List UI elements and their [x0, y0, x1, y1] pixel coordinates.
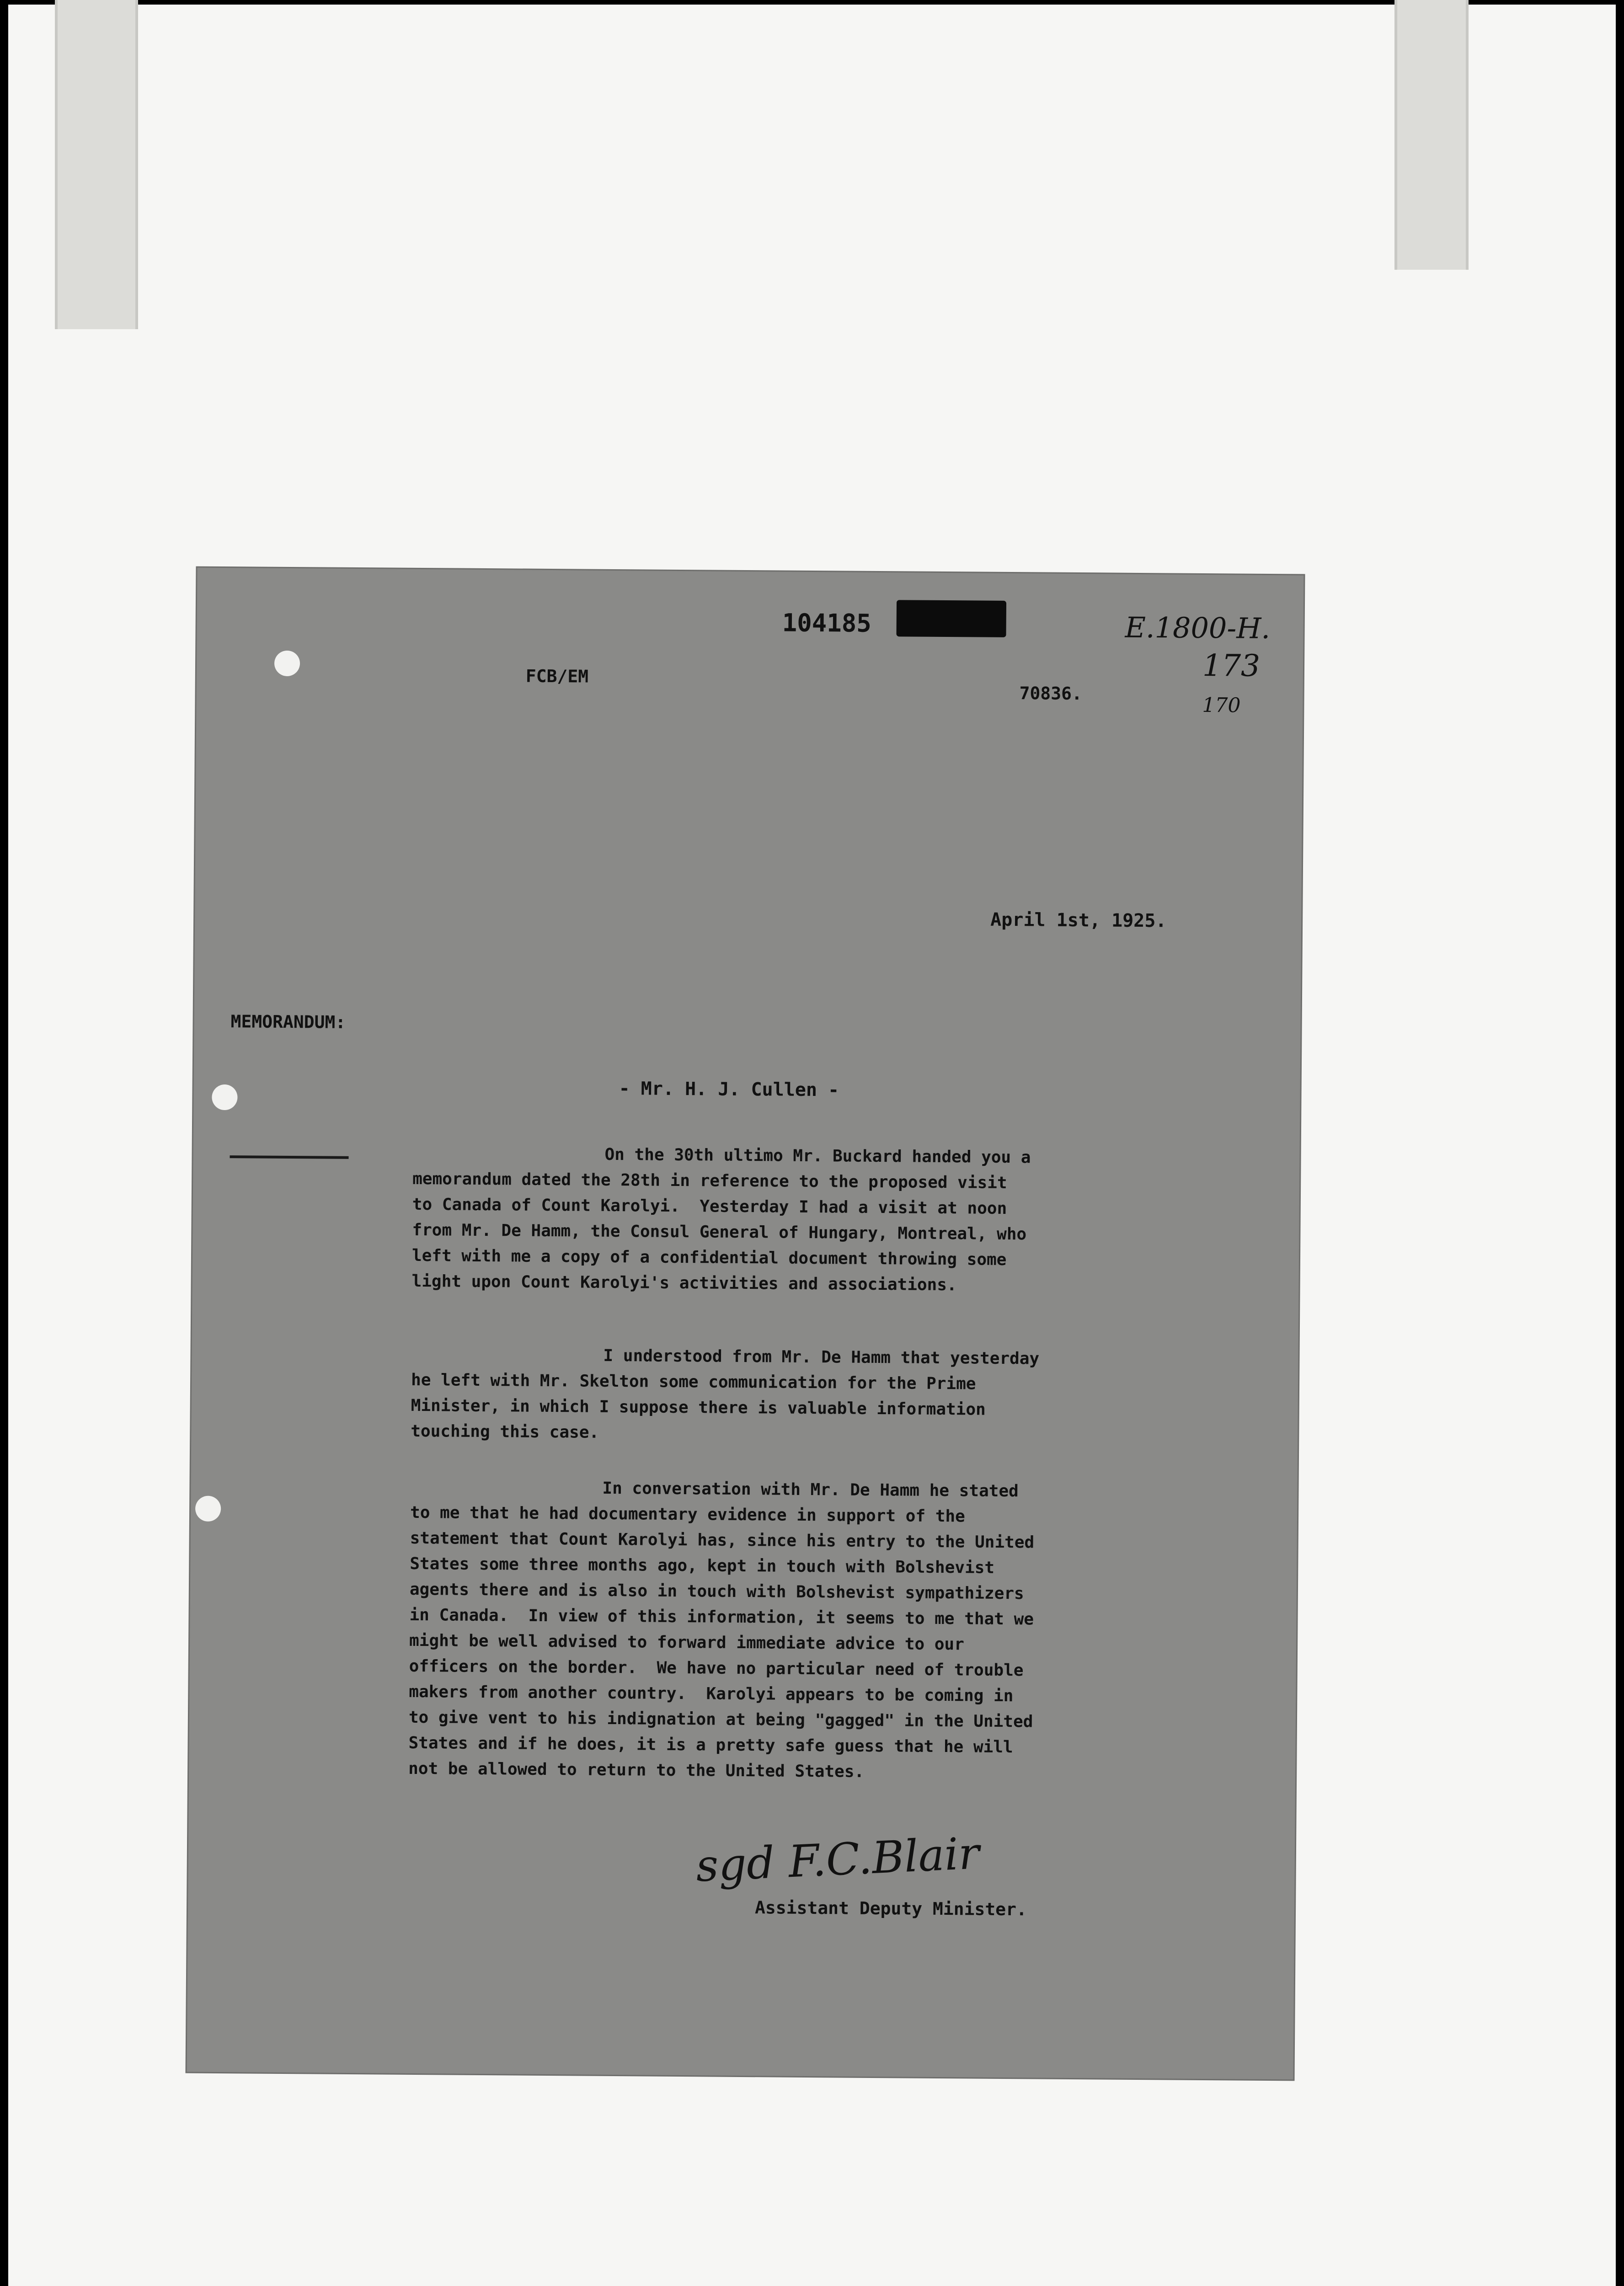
file-ref: 70836.: [1019, 683, 1083, 704]
tape-top-left: [55, 0, 138, 329]
addressee: - Mr. H. J. Cullen -: [619, 1078, 839, 1101]
file-number: 104185: [782, 608, 871, 638]
paragraph-3: In conversation with Mr. De Hamm he stated to me that he had documentary evidence in support of the statement that Count Karolyi has, since his entry to the United States some three months ago, kept in touch with Bolshevist agents there and is also in touch with Bolshevist sympathizers in Canada. In view of this information, it seems to me that we might be well advised to forward immediate advice to our officers on the border. We have no particular need of trouble makers from another country. Karolyi appears to be coming in to give vent to his indignation at being "gagged" in the United States and if he does, it is a pretty safe guess that he will not be allowed to return to the United States.: [408, 1479, 1035, 1781]
punch-hole: [212, 1084, 237, 1110]
tape-top-right: [1394, 0, 1469, 270]
punch-hole: [274, 651, 300, 676]
page-number-small: 170: [1202, 693, 1241, 717]
page-number: 173: [1202, 647, 1261, 684]
archive-ref: E.1800-H.: [1125, 610, 1271, 645]
paragraph-1: On the 30th ultimo Mr. Buckard handed you a memorandum dated the 28th in reference to the proposed visit to Canada of Count Karolyi. Yesterday I had a visit at noon from Mr. De Hamm, the Consul General of Hungary, Montreal, who left with me a copy of a confidential document throwing some light upon Count Karolyi's activities and associations.: [411, 1145, 1031, 1295]
redaction-bar: [896, 600, 1006, 637]
signatory-title: Assistant Deputy Minister.: [754, 1897, 1027, 1920]
reference-initials: FCB/EM: [525, 666, 589, 687]
memorandum-page: [187, 568, 1304, 2080]
margin-rule: [230, 1155, 348, 1159]
punch-hole: [195, 1496, 221, 1522]
paragraph-2: I understood from Mr. De Hamm that yesterday he left with Mr. Skelton some communication for the Prime Minister, in which I suppose there is valuable information touching this case.: [411, 1346, 1040, 1442]
memo-date: April 1st, 1925.: [990, 909, 1167, 932]
memo-type: MEMORANDUM:: [230, 1011, 346, 1032]
signature: sgd F.C.Blair: [694, 1827, 981, 1892]
